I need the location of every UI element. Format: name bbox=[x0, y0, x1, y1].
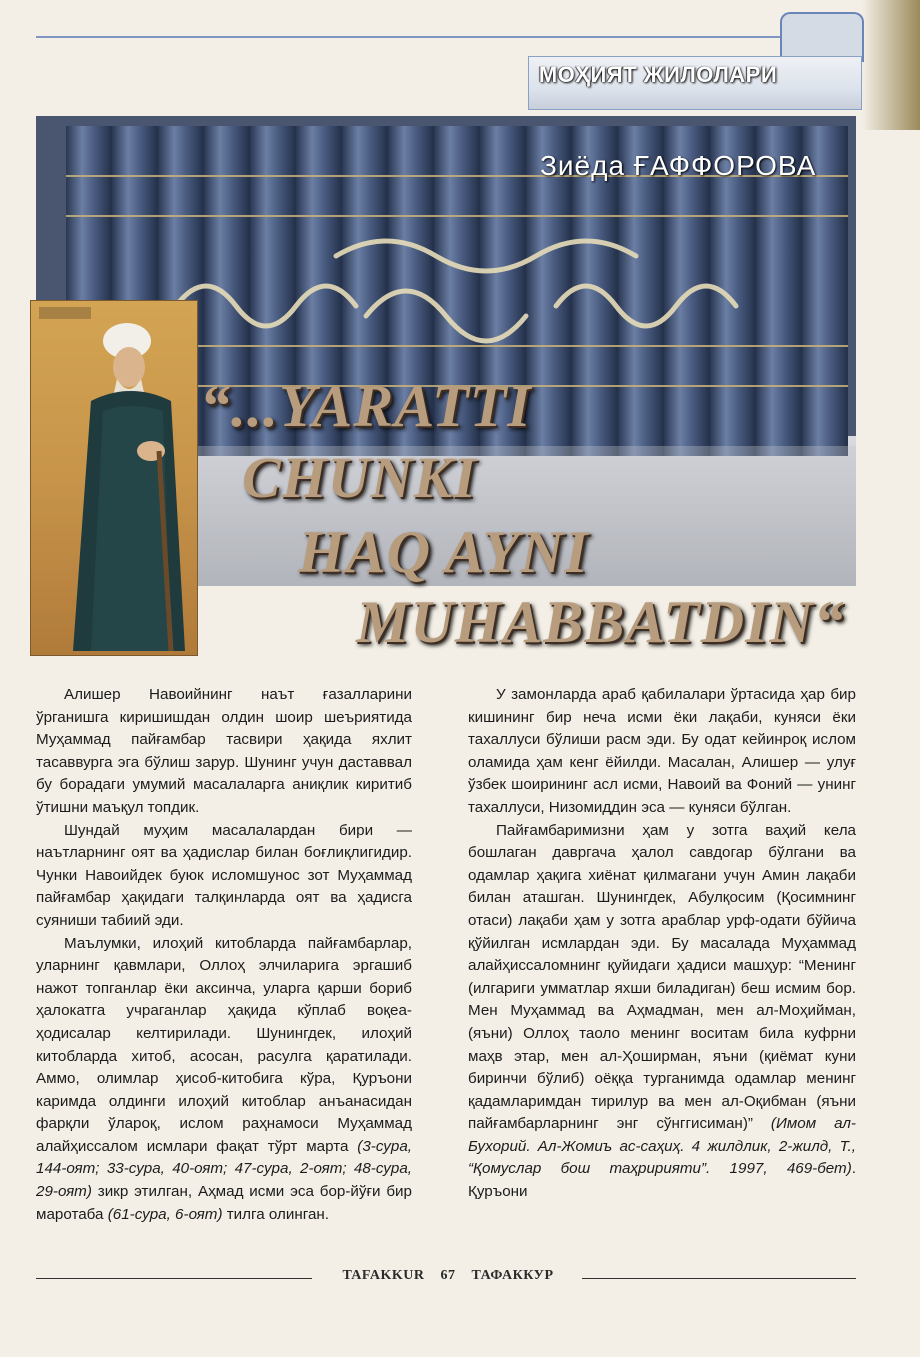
headline-line-4: MUHABBATDIN“ bbox=[356, 589, 845, 655]
headline-line-1-text: ...YARATTI bbox=[231, 373, 532, 439]
paragraph bbox=[468, 820, 856, 1204]
headline-line-1 bbox=[200, 372, 532, 441]
page-edge-shadow bbox=[862, 0, 920, 130]
article-left-column bbox=[36, 684, 412, 1226]
footer-rule-right bbox=[582, 1278, 856, 1279]
headline-line-3: HAQ AYNI bbox=[298, 519, 589, 585]
navoi-figure-icon bbox=[31, 301, 197, 655]
footer-magazine-cyrillic: ТАФАККУР bbox=[471, 1268, 554, 1283]
header-rule bbox=[36, 36, 860, 38]
article-right-column bbox=[468, 684, 856, 1204]
paragraph-text: тилга олинган. bbox=[222, 1205, 329, 1223]
page-number: 67 bbox=[440, 1268, 456, 1283]
paragraph: У замонларда араб қабилалари ўртасида ҳар бир кишининг бир неча исми ёки лақаби, куняси ёки тахаллуси бўлиши расм эди. Бу одат кейинроқ ислом оламида ҳам кенг ёйилди. Масалан, Алишер — улуғ ўзбек шоирининг асл исми, Навоий ва Фоний — унинг тахаллуси, Низомиддин эса — куняси бўлган. bbox=[468, 686, 856, 816]
page-footer bbox=[36, 1268, 856, 1288]
author-name: Зиёда ҒАФФОРОВА bbox=[540, 150, 817, 181]
footer-rule-left bbox=[36, 1278, 312, 1279]
paragraph-text: . Қуръони bbox=[468, 1160, 856, 1201]
paragraph-text: зикр этилган, Аҳмад исми эса бор-йўғи бир маротаба bbox=[36, 1183, 412, 1223]
header-folder-tab bbox=[780, 12, 864, 62]
footer-magazine-latin: TAFAKKUR bbox=[342, 1268, 425, 1283]
paragraph-text: Маълумки, илоҳий китобларда пайғамбарлар, уларнинг қавмлари, Оллоҳ элчиларига эргашиб нажот топганлар ёки аксинча, уларга қарши бориб ҳалокатга учраганлар ҳақида кўплаб воқеа-ҳодисалар келтирилади. Шунингдек, илоҳий китобларда хитоб, асосан, расулга қаратилади. Аммо, олимлар ҳисоб-китобига кўра, Қуръони каримда олдинги илоҳий китоблар анъанасидан фарқли ўлароқ, ислом раҳнамоси Муҳаммад алайҳиссалом исмлари фақат тўрт марта bbox=[36, 934, 412, 1155]
quran-reference: (3-сура, 144-оят; 33-сура, 40-оят; 47-сура, 2-оят; 48-сура, 29-оят) bbox=[36, 1137, 412, 1201]
headline-open-quote: “ bbox=[200, 373, 231, 439]
footer-text bbox=[316, 1268, 580, 1284]
paragraph: Шундай муҳим масалалардан бири — наътларнинг оят ва ҳадислар билан боғлиқлигидир. Чунки Навоийдек буюк исломшунос зот Муҳаммад пайғамбар ҳақидаги талқинларда оят ва ҳадисга суяниши табиий эди. bbox=[36, 821, 412, 929]
quran-reference: (61-сура, 6-оят) bbox=[107, 1205, 223, 1223]
section-title: МОҲИЯТ ЖИЛОЛАРИ bbox=[538, 62, 778, 87]
paragraph-text: Пайғамбаримизни ҳам у зотга ваҳий кела бошлаган давргача ҳалол савдогар бўлгани ва одамлар ҳақига хиёнат қилмагани учун Амин лақаби билан аташган. Шунингдек, Абулқосим (Қосимнинг отаси) лақаби ҳам у зотга араблар урф-одати бўйича қўйилган исмлардан эди. Бу масалада Муҳаммад алайҳиссаломнинг қуйидаги ҳадиси машҳур: “Менинг (илгариги умматлар яхши биладиган) беш исмим бор. Мен Муҳаммад ва Аҳмадман, мен ал-Моҳийман, (яъни) Оллоҳ таоло менинг воситам била куфрни маҳв этар, мен ал-Ҳоширман, яъни (қиёмат куни биринчи бўлиб) оёққа турганимда одамлар менинг қадамларимдан тирилур ва мен ал-Оқибман (яъни пайғамбарларнинг энг сўнггисиман)” bbox=[468, 821, 856, 1133]
book-reference: (Имом ал-Бухорий. Ал-Жомиъ ас-саҳиҳ. 4 жилдлик, 2-жилд, Т., “Қомуслар бош таҳририяти”. 1997, 469-бет) bbox=[468, 1115, 856, 1178]
headline-line-2: CHUNKI bbox=[242, 445, 477, 510]
paragraph bbox=[36, 933, 412, 1227]
paragraph: Алишер Навоийнинг наът ғазалларини ўрганишга киришишдан олдин шоир шеъриятида Муҳаммад пайғамбар тасвири ҳақида яхлит тасаввурга эга бўлиш зарур. Шунинг учун даставвал бу борадаги умумий масалаларга аниқлик киритиб ўтишни маъқул топдик. bbox=[36, 686, 412, 816]
portrait-illustration bbox=[30, 300, 198, 656]
